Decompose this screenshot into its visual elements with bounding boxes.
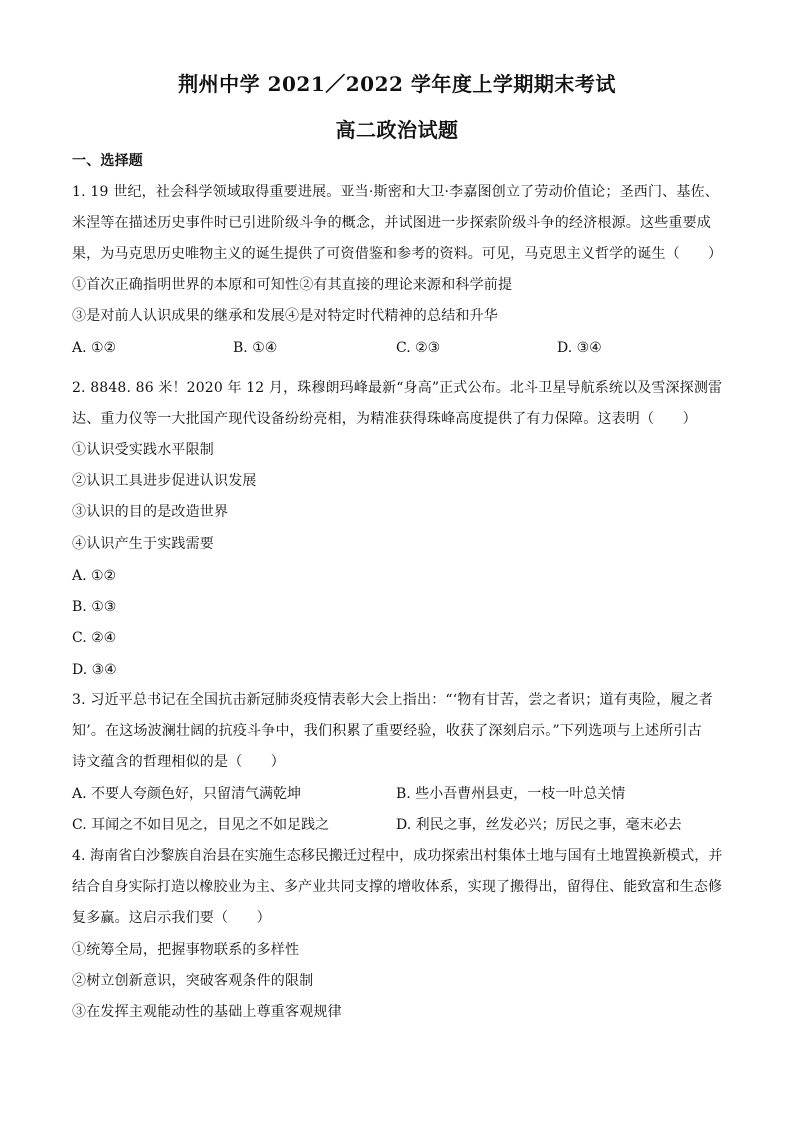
q2-stem-line: 达、重力仪等一大批国产现代设备纷纷亮相，为精准获得珠峰高度提供了有力保障。这表明（ ） — [72, 411, 697, 427]
q1-stem-line: 1. 19 世纪，社会科学领域取得重要进展。亚当·斯密和大卫·李嘉图创立了劳动价值论；圣西门、基佐、 — [72, 184, 719, 200]
q3-option-d: D. 利民之事，丝发必兴；厉民之事，毫末必去 — [396, 817, 682, 833]
q1-option-b: B. ①④ — [233, 340, 278, 356]
q2-item: ④认识产生于实践需要 — [72, 536, 214, 552]
q1-stem-line: 米涅等在描述历史事件时已引进阶级斗争的概念，并试图进一步探索阶级斗争的经济根源。这些重要成 — [72, 215, 711, 231]
q2-item: ③认识的目的是改造世界 — [72, 504, 229, 520]
q2-option-c: C. ②④ — [72, 630, 117, 646]
q4-item: ①统筹全局，把握事物联系的多样性 — [72, 942, 300, 958]
q3-option-c: C. 耳闻之不如目见之，目见之不如足践之 — [72, 817, 330, 833]
section-heading: 一、选择题 — [72, 153, 143, 169]
q2-option-a: A. ①② — [72, 568, 117, 584]
q3-option-b: B. 些小吾曹州县吏，一枝一叶总关情 — [396, 786, 626, 802]
q2-option-b: B. ①③ — [72, 599, 117, 615]
q2-item: ①认识受实践水平限制 — [72, 442, 214, 458]
q1-stem-line: 果，为马克思历史唯物主义的诞生提供了可资借鉴和参考的资料。可见，马克思主义哲学的诞生（ ） — [72, 246, 723, 262]
q2-stem-line: 2. 8848. 86 米！2020 年 12 月，珠穆朗玛峰最新“身高”正式公布。北斗卫星导航系统以及雪深探测雷 — [72, 380, 723, 396]
q4-item: ②树立创新意识，突破客观条件的限制 — [72, 973, 314, 989]
q4-stem-line: 复多赢。这启示我们要（ ） — [72, 910, 271, 926]
q1-item: ③是对前人认识成果的继承和发展④是对特定时代精神的总结和升华 — [72, 308, 498, 324]
q2-item: ②认识工具进步促进认识发展 — [72, 473, 257, 489]
q1-option-d: D. ③④ — [557, 340, 602, 356]
q3-stem-line: 知’。在这场波澜壮阔的抗疫斗争中，我们积累了重要经验，收获了深刻启示。”下列选项与上述所引古 — [72, 723, 702, 739]
q1-option-a: A. ①② — [72, 340, 117, 356]
q3-stem-line: 3. 习近平总书记在全国抗击新冠肺炎疫情表彰大会上指出：“‘物有甘苦，尝之者识；道有夷险，履之者 — [72, 692, 714, 708]
q4-stem-line: 4. 海南省白沙黎族自治县在实施生态移民搬迁过程中，成功探索出村集体土地与国有土地置换新模式，并 — [72, 848, 723, 864]
q4-item: ③在发挥主观能动性的基础上尊重客观规律 — [72, 1004, 342, 1020]
q2-option-d: D. ③④ — [72, 662, 117, 678]
exam-subtitle: 高二政治试题 — [335, 118, 459, 142]
exam-title: 荆州中学 2021／2022 学年度上学期期末考试 — [178, 72, 616, 96]
q1-item: ①首次正确指明世界的本原和可知性②有其直接的理论来源和科学前提 — [72, 277, 513, 293]
q4-stem-line: 结合自身实际打造以橡胶业为主、多产业共同支撑的增收体系，实现了搬得出，留得住、能致富和生态修 — [72, 879, 723, 895]
q1-option-c: C. ②③ — [396, 340, 441, 356]
q3-stem-line: 诗文蕴含的哲理相似的是（ ） — [72, 754, 285, 770]
q3-option-a: A. 不要人夸颜色好，只留清气满乾坤 — [72, 786, 302, 802]
